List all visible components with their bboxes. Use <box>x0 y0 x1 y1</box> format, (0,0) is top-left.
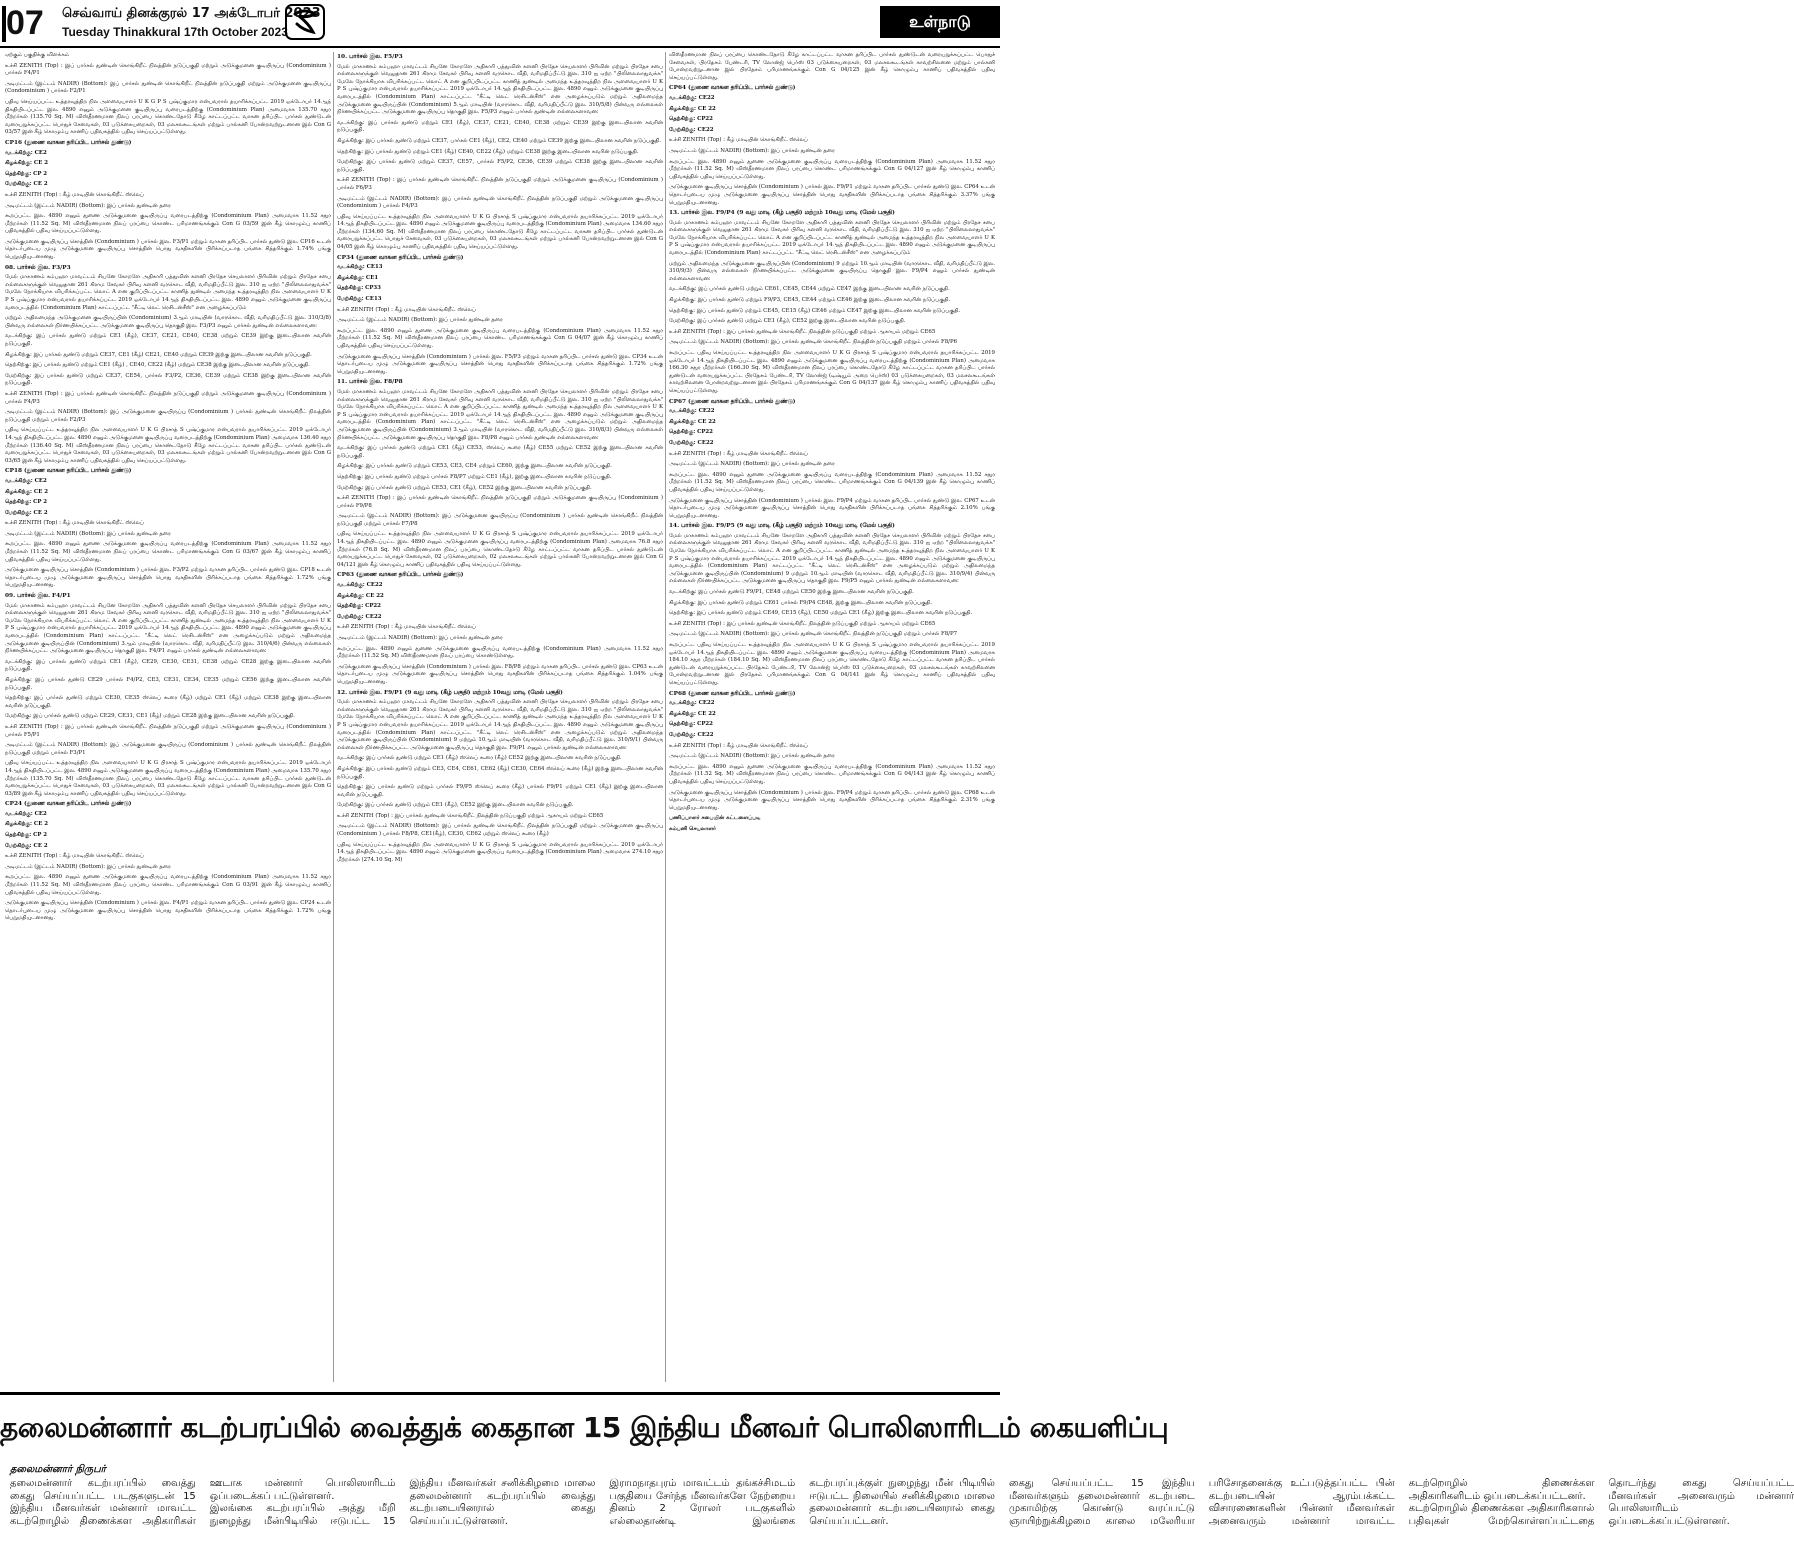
notice-paragraph: கூறப்பட்ட இல. 4890 எனும் துணை அடுக்குமனை குடியிருப்பு வரைபடத்திற்கு (Condominium Plan) அமைவாக 11.52 சதுர மீற்றர்கள் (11.52 Sq. M) விஸ்தீரணமான நிலப் பரப்பை கொண்ட பரிமாணங்கக்கும் Con G 04/127 இன் கீழ் கொழும்பு காணிப் பதிவகத்தில் பதிவு செய்யப்பட்டுள்ளது. <box>669 158 995 180</box>
notice-paragraph: பதிவு செய்யப்பட்ட உத்தரவுத்திற நில அளவையாளர் U K G பிரசாத் S புஷ்ப்குமார என்பவரால் தயாரிக்கப்பட்ட 2019 ஒக்டோபர் 14ஆந் திகதியிடப்பட்ட இல. 4890 எனும் அடுக்குமனை குடியிருப்பு வரைபடத்திற்கு (Condominium Plan) அமைவாக 76.8 சதுர மீற்றர்கள் (76.8 Sq. M) விஸ்தீரணமான நிலப் பரப்பை கொண்டதோடு கீழே காட்டப்பட்ட வாகன தரிப்பிட பார்சல் துண்டுடன் வரையறுக்கப்பட்ட பொதுச் சேவைகள், 02 படுக்கையறைகள், 02 மலசலகூடங்கள் மற்றும் பால்கனி போன்றவற்றுடனான இல் Con G 04/121 இன் கீழ் கொழும்பு காணிப் பதிவகத்தில் பதிவு செய்யப்பட்டுள்ளது. <box>337 531 663 568</box>
notice-paragraph: அடிமட்டம் (இட்டம் NADIR) (Bottom): இப் பார்சல் துண்டின் தரை <box>669 461 835 468</box>
notice-paragraph: அடிமட்டம் (இட்டம் NADIR) (Bottom): இப் அடுக்குமனை குடியிருப்பு (Condominium ) பார்சல் துண்டின் கொங்கிறீட் நிலத்தின் நடுப்பகுதி மற்றும் பார்சல் F2/P3 <box>5 409 331 423</box>
section-rule <box>0 1392 1000 1395</box>
notice-paragraph: உச்சி ZENITH (Top) : இப் பார்சல் துண்டின் கொங்கிறீட் நிலத்தின் நடுப்பகுதி மற்றும் ஆகாயம் மற்றும் CE65 <box>669 620 936 627</box>
notice-paragraph: அடிமட்டம் (இட்டம் NADIR) (Bottom): இப் பார்சல் துண்டின் தரை <box>337 635 503 641</box>
notice-paragraph: அடிமட்டம் (இட்டம் NADIR) (Bottom): இப் பார்சல் துண்டின் தரை <box>669 753 835 760</box>
notice-paragraph: மற்றும் அதிலமைந்த அடுக்குமனை குடியிருப்பின் (Condominium) 3ஆம் மாடியின் (வாரகொட வீதி, வரிமதிப்பீட்டு இல. 310/3/8) பின்வரு எல்லைகள் நிர்ணயிக்கப்பட்ட அடுக்குமனை குடியிருப்பு தொகுதி இல. F3/P3 எனும் பார்சல் துண்டின் எல்லைகளாவன: <box>5 315 331 329</box>
notice-paragraph: அடிமட்டம் (இட்டம் NADIR) (Bottom): இப் பார்சல் துண்டின் தரை <box>337 317 503 324</box>
news-story <box>10 1478 1794 1540</box>
notice-paragraph: அடிமட்டம் (இட்டம் NADIR) (Bottom): இப் பார்சல் துண்டின் கொங்கிறீட் நிலத்தின் நடுப்பகுதி மற்றும் அடுக்குமனை குடியிருப்பு (Condominium ) பார்சல் F4/P3 <box>337 195 663 210</box>
notice-paragraph: அடிமட்டம் (இட்டம் NADIR) (Bottom): இப் பார்சல் துண்டின் கொங்கிறீட் நிலத்தின் நடுப்பகுதி மற்றும் அடுக்குமனை குடியிருப்பு (Condominium ) பார்சல் F8/P8, CE1(கீழ்), CE30, CE62 மற்றும் ஸ்லெப் கூரை (கீழ்) <box>337 823 663 838</box>
news-headline: தலைமன்னார் கடற்பரப்பில் வைத்துக் கைதான 15 இந்திய மீனவர் பொலிஸாரிடம் கையளிப்பு <box>0 1411 1169 1444</box>
notice-paragraph: பதிவு செய்யப்பட்ட உத்தரவுத்திற நில அளவையாளர் U K G பிரசாத் S புஷ்ப்குமார என்பவரால் தயாரிக்கப்பட்ட 2019 ஒக்டோபர் 14ஆந் திகதியிடப்பட்ட இல. 4890 எனும் அடுக்குமனை குடியிருப்பு வரைபடத்திற்கு (Condominium Plan) அமைவாக 274.10 சதுர மீற்றர்கள் (274.10 Sq. M) <box>337 841 663 863</box>
notice-paragraph: மேற்கிற்கு: CE22 <box>669 731 714 738</box>
notice-paragraph: கிழக்கிற்கு: CE 2 <box>5 160 48 167</box>
notice-paragraph: அடிமட்டம் (இட்டம் NADIR) (Bottom): இப் பார்சல் துண்டின் கொங்கிறீட் நிலத்தின் நடுப்பகுதி மற்றும் அடுக்குமனை குடியிருப்பு (Condominium ) பார்சல் F2/P1 <box>5 80 331 95</box>
notice-paragraph: வடக்கிற்கு: CE2 <box>5 810 47 817</box>
notice-paragraph: மேற்கிற்கு: CE13 <box>337 296 382 303</box>
notice-paragraph: தெற்கிற்கு: CP22 <box>669 721 713 728</box>
page-number: 07 <box>6 4 44 42</box>
notice-paragraph: கிழக்கிற்கு: இப் பார்சல் துண்டு மற்றும் CE37, பார்சல் CE1 (கீழ்), CE2, CE40 மற்றும் CE39 இற்கு இடையிலான சுவரின் நடுப்பகுதி. <box>337 137 661 144</box>
notice-paragraph: தெற்கிற்கு: இப் பார்சல் துண்டு மற்றும் CE30, CE35 ஸ்லெப் கூரை (கீழ்) மற்றும் CE1 (கீழ்) மற்றும் CE38 இற்கு இடையிலான சுவரின் நடுப்பகுதி. <box>5 695 331 709</box>
notice-paragraph: மேற்கிற்கு: CE22 <box>337 613 382 620</box>
notice-paragraph: அடிமட்டம் (இட்டம் NADIR) (Bottom): இப் பார்சல் துண்டின் தரை <box>669 147 835 154</box>
notice-paragraph: கூறப்பட்ட இல. 4890 எனும் துணை அடுக்குமனை குடியிருப்பு வரைபடத்திற்கு (Condominium Plan) அமைவாக 11.52 சதுர மீற்றர்கள் (11.52 Sq. M) விஸ்தீரணமான நிலப் பரப்பை கொண்டுள்ளது. <box>337 645 663 660</box>
notice-paragraph: வடக்கிற்கு: CE22 <box>669 700 715 707</box>
notice-paragraph: கிழக்கிற்கு: CE 22 <box>669 105 716 112</box>
notice-paragraph: மேற்கிற்கு: இப் பார்சல் துண்டு மற்றும் CE1 (கீழ்), CE52 இற்கு இடையிலான சுவரின் நடுப்பகுதி. <box>337 802 574 809</box>
notice-paragraph: அடிமட்டம் (இட்டம் NADIR) (Bottom): இப் பார்சல் துண்டின் தரை <box>5 863 171 870</box>
notice-paragraph: வடக்கிற்கு: CE2 <box>5 149 47 156</box>
notice-paragraph: பதிவு செய்யப்பட்ட உத்தரவுத்திற நில அளவையாளர் U K G பிரசாத் S புஷ்ப்குமார என்பவரால் தயாரிக்கப்பட்ட 2019 ஒக்டோபர் 14ஆந் திகதியிடப்பட்ட இல. 4890 எனும் அடுக்குமனை குடியிருப்பு வரைபடத்திற்கு (Condominium Plan) அமைவாக 134.60 சதுர மீற்றர்கள் (134.60 Sq. M) விஸ்தீரணமான நிலப் பரப்பை கொண்டதோடு கீழே காட்டப்பட்ட வாகன தரிப்பிட பார்சல் துண்டுடன் வரையறுக்கப்பட்ட பொதுச் சேவைகள், 03 படுக்கையறைகள், 03 மலசலகூடங்கள் மற்றும் பால்கனி போன்றவற்றுடனான இல் Con G 04/05 இன் கீழ் கொழும்பு காணிப் பதிவகத்தில் பதிவு செய்யப்பட்டுள்ளது. <box>337 213 663 251</box>
notice-heading: CP18 (துணை வாகன தரிப்பிட பார்சல் துண்டு) <box>5 468 132 475</box>
notice-paragraph: அடிமட்டம் (இட்டம் NADIR) (Bottom): இப் அடுக்குமனை குடியிருப்பு (Condominium ) பார்சல் துண்டின் கொங்கிறீட் நிலத்தின் நடுப்பகுதி மற்றும் பார்சல் F3/P1 <box>5 742 331 756</box>
notice-paragraph: கூறப்பட்ட இல. 4890 எனும் துணை அடுக்குமனை குடியிருப்பு வரைபடத்திற்கு (Condominium Plan) அமைவாக 11.52 சதுர மீற்றர்கள் (11.52 Sq. M) விஸ்தீரணமான நிலப் பரப்பை கொண்ட பரிமாணங்கக்கும் Con G 03/59 இன் கீழ் கொழும்பு காணிப் பதிவகத்தில் பதிவு செய்யப்பட்டுள்ளது. <box>5 213 331 235</box>
notice-paragraph: கிழக்கிற்கு: இப் பார்சல் துண்டு மற்றும் CE53, CE3, CE4 மற்றும் CE60, இற்கு இடையிலான சுவரின் நடுப்பகுதி. <box>337 463 612 470</box>
notice-paragraph: உச்சி ZENITH (Top) : இப் பார்சல் துண்டின் கொங்கிறீட் நிலத்தின் நடுப்பகுதி மற்றும் அடுக்குமனை குடியிருப்பு (Condominium ) பார்சல் F4/P3 <box>5 390 331 405</box>
notice-paragraph: அடுக்குமனை குடியிருப்பு சொத்தின் (Condominium ) பார்சல் இல. F3/P2 மற்றும் வாகன தரிப்பிட பார்சல் துண்டு இல. CP18 உடன் தொடர்புடைய முழு அடுக்குமனை குடியிருப்பு சொத்தின் பொது வசதிகளின் பிரிக்கப்படாத பங்கை சித்தரிக்கும் 1.72% பங்கு பெறுமதியுடனானது. <box>5 567 331 589</box>
column-divider <box>665 52 666 1382</box>
notice-paragraph: தெற்கிற்கு: CP 2 <box>5 170 48 177</box>
notice-paragraph: அடுக்குமனை குடியிருப்பு சொத்தின் (Condominium ) பார்சல் இல. F9/P4 மற்றும் வாகன தரிப்பிட பார்சல் துண்டு இல. CP68 உடன் தொடர்புடைய முழு அடுக்குமனை குடியிருப்பு சொத்தின் பொது வசதிகளின் பிரிக்கப்படாத பங்கை சித்தரிக்கும் 2.31% பங்கு பெறுமதியுடனானது. <box>669 789 995 811</box>
notice-paragraph: தெற்கிற்கு: CP33 <box>337 285 381 292</box>
notice-paragraph: கிழக்கிற்கு: CE 22 <box>669 710 716 717</box>
notice-paragraph: அடுக்குமனை குடியிருப்பு சொத்தின் (Condominium ) பார்சல் இல. F3/P1 மற்றும் வாகன தரிப்பிட பார்சல் துண்டு இல. CP16 உடன் தொடர்புடைய முழு அடுக்குமனை குடியிருப்பு சொத்தின் பொது வசதிகளின் பிரிக்கப்படாத பங்கை சித்தரிக்கும் 1.74% பங்கு பெறுமதியுடனானது. <box>5 238 331 261</box>
story-paragraph: கடற்றொழில் திணைக்கள அதிகாரிகளால் பதிவுகள் மேற்கொள்ளப்பட்டதை தொடர்ந்து கைது செய்யப்பட்ட மீனவர்கள் அனைவரும் மன்னார் பொலிஸாரிடம் ஒப்படைக்கப்பட்டுள்ளனர். <box>1408 1478 1794 1527</box>
header-date-tamil: செவ்வாய் தினக்குரல் 17 அக்டோபர் 2023 <box>62 6 321 21</box>
notice-paragraph: தெற்கிற்கு: CP 2 <box>5 499 48 506</box>
notice-paragraph: தெற்கிற்கு: CP 2 <box>5 832 48 839</box>
section-label: உள்நாடு <box>880 6 1000 38</box>
header-date-english: Tuesday Thinakkural 17th October 2023 <box>62 25 288 39</box>
notice-paragraph: மேல் மாகாணம் கம்பஹா மாவட்டம் சியனே கோறளே அதிகாரி பத்துவின் களனி பிரதேச செயலாளர் பிரிவின் மற்றும் பிரதேச சபை எல்லைகளுக்குள் வெலுதான 261 கிராம சேவகர் பிரிவு களனி வரகொட வீதி, வரிமதிப்பீட்டு இல. 310 ஐ ஏற்ற "பிலிலைலாதுவக்க" மேலே நோக்கியாக விபரிக்கப்பட்ட லொட் A என குறிப்பிடப்பட்ட காணித் துண்டில் அமைந்த உத்தரவுத்திற நில அளவையாளர் U K P S புஷ்ப்குமார என்பவரால் தயாரிக்கப்பட்ட 2019 ஒக்டோபர் 14ஆந் திகதியிடப்பட்ட இல. 4890 எனும் அடுக்குமனை குடியிருப்பு வரைபடத்தில் (Condominium Plan) காட்டப்பட்ட "சீட்டி லெட் ரெசிடன்சீஸ்" என அழைக்கப்படும் <box>669 219 995 257</box>
notice-paragraph: அடுக்குமனை குடியிருப்பு சொத்தின் (Condominium ) பார்சல் இல. F4/P1 மற்றும் வாகன தரிப்பிட பார்சல் துண்டு இல. CP24 உடன் தொடர்புடைய முழு அடுக்குமனை குடியிருப்பு சொத்தின் பொது வசதிகளின் பிரிக்கப்படாத பங்கை சித்தரிக்கும் 1.72% பங்கு பெறுமதியுடனானது. <box>5 900 331 922</box>
notice-heading: 09. பார்சல் இல. F4/P1 <box>5 593 71 600</box>
notice-paragraph: அடிமட்டம் (இட்டம் NADIR) (Bottom): இப் அடுக்குமனை குடியிருப்பு (Condominium ) பார்சல் துண்டின் கொங்கிறீட் நிலத்தின் நடுப்பகுதி மற்றும் பார்சல் F7/P8 <box>337 513 663 527</box>
notice-paragraph: மேல் மாகாணம் கம்பஹா மாவட்டம் சியனே கோறளே அதிகாரி பத்துவின் களனி பிரதேச செயலாளர் பிரிவின் மற்றும் பிரதேச சபை எல்லைகளுக்குள் வெலுதான 261 கிராம சேவகர் பிரிவு களனி வரகொட வீதி, வரிமதிப்பீட்டு இல. 310 ஐ ஏற்ற "பிலிலைலாதுவக்க" மேலே நோக்கியாக விபரிக்கப்பட்ட லொட் A என குறிப்பிடப்பட்ட காணித் துண்டில் அமைந்த உத்தரவுத்திற நில அளவையாளர் U K P S புஷ்ப்குமார என்பவரால் தயாரிக்கப்பட்ட 2019 ஒக்டோபர் 14ஆந் திகதியிடப்பட்ட இல. 4890 எனும் அடுக்குமனை குடியிருப்பு வரைபடத்தில் (Condominium Plan) காட்டப்பட்ட "சீட்டி லெட் ரெசிடன்சீஸ்" என அழைக்கப்படும் மற்றும் அதிலமைந்த அடுக்குமனை குடியிருப்பின் (Condominium) 3ஆம் மாடியின் (வாரகொட வீதி, வரிமதிப்பீட்டு இல. 310/8/3) பின்வரு எல்லைகள் நிர்ணயிக்கப்பட்ட அடுக்குமனை குடியிருப்பு தொகுதி இல. F8/P8 எனும் பார்சல் துண்டின் எல்லைகளாவன: <box>337 388 663 441</box>
notice-paragraph: கிழக்கிற்கு: இப் பார்சல் துண்டு மற்றும் CE61 பார்சல் F9/P4 CE48, இற்கு இடையிலான சுவரின் நடுப்பகுதி. <box>669 599 933 606</box>
notice-paragraph: தெற்கிற்கு: இப் பார்சல் துண்டு மற்றும் CE1 (கீழ்) , CE40, CE22 (கீழ்) மற்றும் CE38 இற்கு இடையிலான சுவரின் நடுப்பகுதி. <box>5 362 310 369</box>
notice-paragraph: உச்சி ZENITH (Top) : கீழ் மாடியின் கொங்கிறீட் ஸ்லெப் <box>669 742 808 749</box>
notice-paragraph: கிழக்கிற்கு: CE 22 <box>337 592 384 599</box>
notice-heading: CP67 (துணை வாகன தரிப்பிட பார்சல் துண்டு) <box>669 398 796 405</box>
notice-paragraph: தெற்கிற்கு: CP22 <box>337 603 381 610</box>
notice-paragraph: அடுக்குமனை குடியிருப்பு சொத்தின் (Condominium ) பார்சல் இல. F9/P1 மற்றும் வாகன தரிப்பிட பார்சல் துண்டு இல. CP64 உடன் தொடர்புடைய முழு அடுக்குமனை குடியிருப்பு சொத்தின் பொது வசதிகளின் பிரிக்கப்படாத பங்கை சித்தரிக்கும் 3.37% பங்கு பெறுமதியுடனானது. <box>669 184 995 206</box>
notice-paragraph: கூறப்பட்ட இல. 4890 எனும் துணை அடுக்குமனை குடியிருப்பு வரைபடத்திற்கு (Condominium Plan) அமைவாக 11.52 சதுர மீற்றர்கள் (11.52 Sq. M) விஸ்தீரணமான நிலப் பரப்பை கொண்ட பரிமாணங்கக்கும் Con G 04/139 இன் கீழ் கொழும்பு காணிப் பதிவகத்தில் பதிவு செய்யப்பட்டுள்ளது. <box>669 471 995 493</box>
notice-paragraph: விஸ்தீரணமான நிலப் பரப்பை கொண்டதோடு கீழே காட்டப்பட்ட வாகன தரிப்பிட பார்சல் துண்டுடன் வரையறுக்கப்பட்ட பொதுச் சேவைகள், பிரதேசம் பேண்டரி, TV லோன்ஜ் பெர்ஸ் 03 படுக்கையறைகள், 03 மலசலகூடங்கள் காவற்சிலனை மற்றும் பால்கனி போன்றவற்றுடனான இல் பிரதேசம் பரிமாணங்கக்கும் Con G 04/125 இன் கீழ் கொழும்பு காணிப் பதிவகத்தில் பதிவு செய்யப்பட்டுள்ளது. <box>669 52 995 81</box>
notice-paragraph: கூறப்பட்ட பதிவு செய்யப்பட்ட உத்தரவுத்திற நில அளவையாளர் U K G பிரசாத் S புஷ்ப்குமார என்பவரால் தயாரிக்கப்பட்ட 2019 ஒக்டோபர் 14ஆந் திகதியிடப்பட்ட இல. 4890 எனும் அடுக்குமனை குடியிருப்பு வரைபடத்திற்கு (Condominium Plan) அமைவாக 184.10 சதுர மீற்றர்கள் (184.10 Sq. M) விஸ்தீரணமான நிலப் பரப்பை கொண்டதோடு கீழே காட்டப்பட்ட வாகன தரிப்பிட பார்சல் துண்டுடன் வரையறுக்கப்பட்ட பிரதேசம் பேண்டரி, TV லோன்ஜ் பெர்ஸ் 03 படுக்கையறைகள், 03 மலசலகூடங்கள் காவற்சிலனை போன்றவற்றுடனான இல் பிரதேசம் பரிமாணங்கக்கும் Con G 04/141 இன் கீழ் கொழும்பு காணிப் பதிவகத்தில் பதிவு செய்யப்பட்டுள்ளது. <box>669 642 995 686</box>
notice-paragraph: வடக்கிற்கு: இப் பார்சல் துண்டு மற்றும் CE1 (கீழ்), CE37, CE21, CE40, CE38 மற்றும் CE39 இற்கு இடையிலான சுவரின் நடுப்பகுதி. <box>337 119 663 134</box>
notice-paragraph: மேற்கிற்கு: CE 2 <box>5 509 48 516</box>
notice-paragraph: மேற்கிற்கு: இப் பார்சல் துண்டு மற்றும் CE37, CE54, பார்சல் F3/P2, CE36, CE39 மற்றும் CE38 இற்கு இடையிலான சுவரின் நடுப்பகுதி. <box>5 372 331 387</box>
notice-column-2 <box>337 52 663 1382</box>
notice-paragraph: மேற்கிற்கு: CE 2 <box>5 842 48 849</box>
notice-paragraph: உச்சி ZENITH (Top) : இப் பார்சல் துண்டின் கொங்கிறீட் நிலத்தின் நடுப்பகுதி மற்றும் ஆகாயம் மற்றும் CE65 <box>337 812 604 819</box>
story-paragraph: இலங்கை கடற்பரப்பில் அத்து மீறி நுழைந்து மீன்பிடியில் ஈடுபட்ட 15 இந்திய மீனவர்கள் சனிக்கிழமை மாலை தலைமன்னார் கடற்பரப்பில் வைத்து கடற்படையினரால் கைது செய்யப்பட்டுள்ளனர். <box>209 1478 596 1527</box>
story-paragraph: இராமநாதபுரம் மாவட்டம் தங்கச்சிமடம் பகுதியை சேர்ந்த மீனவர்களே நேற்றைய தினம் 2 ரோலர் படகுகளில் எல்லைதாண்டி இலங்கை கடற்பரப்புக்குள் நுழைந்து மீன் பிடியில் ஈடுபட்ட நிலையில் சனிக்கிழமை மாலை தலைமன்னார் கடற்படையினரால் கைது செய்யப்பட்டனர். <box>609 1478 995 1527</box>
notice-paragraph: உச்சி ZENITH (Top) : இப் பார்சல் துண்டின் கொங்கிறீட் நிலத்தின் நடுப்பகுதி மற்றும் அடுக்குமனை குடியிருப்பு (Condominium ) பார்சல் F6/P3 <box>337 177 663 191</box>
notice-paragraph: கூறப்பட்ட இல. 4890 எனும் துணை அடுக்குமனை குடியிருப்பு வரைபடத்திற்கு (Condominium Plan) அமைவாக 11.52 சதுர மீற்றர்கள் (11.52 Sq. M) விஸ்தீரணமான நிலப் பரப்பை கொண்ட பரிமாணங்கக்கும் Con G 03/91 இன் கீழ் கொழும்பு காணிப் பதிவகத்தில் பதிவு செய்யப்பட்டுள்ளது. <box>5 874 331 896</box>
notice-paragraph: பதிவு செய்யப்பட்ட உத்தரவுத்திற நில அளவையாளர் U K G பிரசாத் S புஷ்ப்குமார என்பவரால் தயாரிக்கப்பட்ட 2019 ஒக்டோபர் 14ஆந் திகதியிடப்பட்ட இல. 4890 எனும் அடுக்குமனை குடியிருப்பு வரைபடத்திற்கு (Condominium Plan) அமைவாக 135.70 சதுர மீற்றர்கள் (135.70 Sq. M) விஸ்தீரணமான நிலப் பரப்பை கொண்டதோடு கீழே காட்டப்பட்ட வாகன தரிப்பிட பார்சல் துண்டுடன் வரையறுக்கப்பட்ட பொதுச் சேவைகள், 03 படுக்கையறைகள், 03 மலசலகூடங்கள் மற்றும் பால்கனி போன்றவற்றுடனான இல் Con G 03/89 இன் கீழ் கொழும்பு காணிப் பதிவகத்தில் பதிவு செய்யப்பட்டுள்ளது. <box>5 760 331 797</box>
notice-paragraph: அடிமட்டம் (இட்டம் NADIR) (Bottom): இப் பார்சல் துண்டின் கொங்கிறீட் நிலத்தின் நடுப்பகுதி மற்றும் பார்சல் F8/P6 <box>669 339 958 346</box>
notice-paragraph: மேற்கிற்கு: இப் பார்சல் துண்டு மற்றும் CE1 (கீழ்), CE52 இற்கு இடையிலான சுவரின் நடுப்பகுதி. <box>669 318 906 325</box>
notice-heading: CP24 (துணை வாகன தரிப்பிட பார்சல் துண்டு) <box>5 801 132 808</box>
notice-paragraph: வடக்கிற்கு: இப் பார்சல் துண்டு மற்றும் CE1 (கீழ்), CE29, CE30, CE31, CE38 மற்றும் CE28 இற்கு இடையிலான சுவரின் நடுப்பகுதி. <box>5 658 331 673</box>
notice-heading: 11. பார்சல் இல. F8/P8 <box>337 379 403 386</box>
notice-paragraph: மேல் மாகாணம் கம்பஹா மாவட்டம் சியனே கோறளே அதிகாரி பத்துவின் களனி பிரதேச செயலாளர் பிரிவின் மற்றும் பிரதேச சபை எல்லைகளுக்குள் வெலுதான 261 கிராம சேவகர் பிரிவு களனி வரகொட வீதி, வரிமதிப்பீட்டு இல. 310 ஐ ஏற்ற "பிலிலைலாதுவக்க" மேலே நோக்கியாக விபரிக்கப்பட்ட லொட் A என குறிப்பிடப்பட்ட காணித் துண்டில் அமைந்த உத்தரவுத்திற நில அளவையாளர் U K P S புஷ்ப்குமார என்பவரால் தயாரிக்கப்பட்ட 2019 ஒக்டோபர் 14ஆந் திகதியிடப்பட்ட இல. 4890 எனும் அடுக்குமனை குடியிருப்பு வரைபடத்தில் (Condominium Plan) காட்டப்பட்ட "சீட்டி லெட் ரெசிடன்சீஸ்" என அழைக்கப்படும் மற்றும் அதிலமைந்த அடுக்குமனை குடியிருப்பின் (Condominium) 9 மற்றும் 10ஆம் மாடியின் (வாரகொட வீதி, வரிமதிப்பீட்டு இல. 310/9/4) பின்வரு எல்லைகள் நிர்ணயிக்கப்பட்ட அடுக்குமனை குடியிருப்பு தொகுதி இல. F9/P5 எனும் பார்சல் துண்டின் எல்லைகளாவன: <box>669 532 995 585</box>
notice-paragraph: கிழக்கிற்கு: இப் பார்சல் துண்டு மற்றும் CE3, CE4, CE61, CE62 (கீழ்) CE30, CE64 ஸ்லெப் கூரை (கீழ்) இற்கு இடையிலான சுவரின் நடுப்பகுதி. <box>337 765 663 780</box>
notice-paragraph: வடக்கிற்கு: இப் பார்சல் துண்டு F9/P1, CE48 மற்றும் CE50 இற்கு இடையிலான சுவரின் நடுப்பகுதி. <box>669 589 914 596</box>
notice-paragraph: ஏற்கும் பகுதிக்கு விளக்கம் <box>5 52 70 58</box>
notice-paragraph: வடக்கிற்கு: இப் பார்சல் துண்டு மற்றும் CE1 (கீழ்) CE53, ஸ்லெப் கூரை (கீழ்) CE55 மற்றும் CE52 இற்கு இடையிலான சுவரின் நடுப்பகுதி. <box>337 445 663 459</box>
notice-paragraph: பணிப்பாளர் சபையின் கட்டளைப்படி <box>669 815 761 822</box>
notice-paragraph: கிழக்கிற்கு: CE 22 <box>669 418 716 425</box>
notice-paragraph: உச்சி ZENITH (Top) : கீழ் மாடியின் கொங்கிறீட் ஸ்லெப் <box>337 624 476 631</box>
notice-column-1 <box>5 52 331 1382</box>
notice-paragraph: உச்சி ZENITH (Top) : கீழ் மாடியின் கொங்கிறீட் ஸ்லெப் <box>5 853 144 860</box>
notice-paragraph: கூறப்பட்ட பதிவு செய்யப்பட்ட உத்தரவுத்திற நில அளவையாளர் U K G பிரசாத் S புஷ்ப்குமார என்பவரால் தயாரிக்கப்பட்ட 2019 ஒக்டோபர் 14ஆந் திகதியிடப்பட்ட இல. 4890 எனும் அடுக்குமனை குடியிருப்பு வரைபடத்திற்கு (Condominium Plan) அமைவாக 166.30 சதுர மீற்றர்கள் (166.30 Sq. M) விஸ்தீரணமான நிலப் பரப்பை கொண்டதோடு கீழே காட்டப்பட்ட வாகன தரிப்பிட பார்சல் துண்டுடன் வரையறுக்கப்பட்ட பிரதேசம் பேண்டரி, TV லோன்ஜ் (டிஷ்யூம் அறை பெர்ஸ்) 03 படுக்கையறைகள், 03 மலசலகூடங்கள் காவற்சிலனை போன்றவற்றுடனான இல் பிரதேசம் பரிமாணங்கக்கும் Con G 04/137 இன் கீழ் கொழும்பு காணிப் பதிவகத்தில் பதிவு செய்யப்பட்டுள்ளது. <box>669 350 995 394</box>
notice-paragraph: கம்பனி செயலாளர் <box>669 825 716 832</box>
notice-paragraph: அடுக்குமனை குடியிருப்பு சொத்தின் (Condominium ) பார்சல் இல. F8/P8 மற்றும் வாகன தரிப்பிட பார்சல் துண்டு இல. CP63 உடன் தொடர்புடைய முழு அடுக்குமனை குடியிருப்பு சொத்தின் பொது வசதிகளின் பிரிக்கப்படாத பங்கை சித்தரிக்கும் 1.04% பங்கு பெறுமதியுடனானது. <box>337 663 663 685</box>
notice-paragraph: அடிமட்டம் (இட்டம் NADIR) (Bottom): இப் பார்சல் துண்டின் தரை <box>5 530 171 537</box>
notice-paragraph: கிழக்கிற்கு: இப் பார்சல் துண்டு மற்றும் F9/P3, CE45, CE44 மற்றும் CE46 இற்கு இடையிலான சுவரின் நடுப்பகுதி. <box>669 297 951 304</box>
notice-paragraph: கூறப்பட்ட இல. 4890 எனும் துணை அடுக்குமனை குடியிருப்பு வரைபடத்திற்கு (Condominium Plan) அமைவாக 11.52 சதுர மீற்றர்கள் (11.52 Sq. M) விஸ்தீரணமான நிலப் பரப்பை கொண்ட பரிமாணங்கக்கும் Con G 04/07 இன் கீழ் கொழும்பு காணிப் பதிவகத்தில் பதிவு செய்யப்பட்டுள்ளது. <box>337 327 663 349</box>
notice-paragraph: உச்சி ZENITH (Top) : கீழ் மாடியின் கொங்கிறீட் ஸ்லெப் <box>669 137 808 144</box>
notice-paragraph: கூறப்பட்ட இல. 4890 எனும் துணை அடுக்குமனை குடியிருப்பு வரைபடத்திற்கு (Condominium Plan) அமைவாக 11.52 சதுர மீற்றர்கள் (11.52 Sq. M) விஸ்தீரணமான நிலப் பரப்பை கொண்ட பரிமாணங்கக்கும் Con G 04/143 இன் கீழ் கொழும்பு காணிப் பதிவகத்தில் பதிவு செய்யப்பட்டுள்ளது. <box>669 763 995 785</box>
notice-paragraph: கிழக்கிற்கு: CE 2 <box>5 488 48 495</box>
notice-paragraph: மேற்கிற்கு: இப் பார்சல் துண்டு மற்றும் CE37, CE57, பார்சல் F5/P2, CE36, CE39 மற்றும் CE38 இற்கு இடையிலான சுவரின் நடுப்பகுதி. <box>337 159 663 173</box>
notice-paragraph: அடிமட்டம் (இட்டம் NADIR) (Bottom): இப் பார்சல் துண்டின் தரை <box>5 202 171 209</box>
notice-paragraph: உச்சி ZENITH (Top) : இப் பார்சல் துண்டின் கொங்கிறீட் நிலத்தின் நடுப்பகுதி மற்றும் அடுக்குமனை குடியிருப்பு (Condominium ) பார்சல் F9/P8 <box>337 495 663 509</box>
notice-paragraph: உச்சி ZENITH (Top) : இப் பார்சல் துண்டின் கொங்கிறீட் நிலத்தின் நடுப்பகுதி மற்றும் அடுக்குமனை குடியிருப்பு (Condominium ) பார்சல் F5/P1 <box>5 723 331 738</box>
notice-paragraph: தெற்கிற்கு: CP22 <box>669 116 713 123</box>
newspaper-logo-icon <box>285 4 325 40</box>
notice-paragraph: தெற்கிற்கு: இப் பார்சல் துண்டு மற்றும் CE1 (கீழ்) CE40, CE22 (கீழ்) மற்றும் CE38 இற்கு இடையிலான சுவரின் நடுப்பகுதி. <box>337 148 639 155</box>
notice-paragraph: உச்சி ZENITH (Top) : இப் பார்சல் துண்டின் கொங்கிறீட் நிலத்தின் நடுப்பகுதி மற்றும் ஆகாயம் மற்றும் CE65 <box>669 328 936 335</box>
column-divider <box>333 52 334 1382</box>
notice-paragraph: அடுக்குமனை குடியிருப்பு சொத்தின் (Condominium ) பார்சல் இல. F9/P4 மற்றும் வாகன தரிப்பிட பார்சல் துண்டு இல. CP67 உடன் தொடர்புடைய முழு அடுக்குமனை குடியிருப்பு சொத்தின் பொது வசதிகளின் பிரிக்கப்படாத பங்கை சித்தரிக்கும் 2.10% பங்கு பெறுமதியுடனானது. <box>669 497 995 519</box>
notice-paragraph: அடிமட்டம் (இட்டம் NADIR) (Bottom): இப் பார்சல் துண்டின் கொங்கிறீட் நிலத்தின் நடுப்பகுதி மற்றும் பார்சல் F8/P7 <box>669 631 958 638</box>
notice-paragraph: உச்சி ZENITH (Top) : கீழ் மாடியின் கொங்கிறீட் ஸ்லெப் <box>5 191 144 198</box>
notice-paragraph: மேற்கிற்கு: CE 2 <box>5 181 48 188</box>
notice-paragraph: மேல் மாகாணம் கம்பஹா மாவட்டம் சியனே கோறளே அதிகாரி பத்துவின் களனி பிரதேச செயலாளர் பிரிவின் மற்றும் பிரதேச சபை எல்லைகளுக்குள் வெலுதான 261 கிராம சேவகர் பிரிவு களனி வரகொட வீதி, வரிமதிப்பீட்டு இல. 310 ஐ ஏற்ற "பிலிலைலாதுவக்க" மேலே நோக்கியாக விபரிக்கப்பட்ட லொட் A என குறிப்பிடப்பட்ட காணித் துண்டில் அமைந்த உத்தரவுத்திற நில அளவையாளர் U K P S புஷ்ப்குமார என்பவரால் தயாரிக்கப்பட்ட 2019 ஒக்டோபர் 14ஆந் திகதியிடப்பட்ட இல. 4890 எனும் அடுக்குமனை குடியிருப்பு வரைபடத்தில் (Condominium Plan) காட்டப்பட்ட "சீட்டி லெட் ரெசிடன்சீஸ்" என அழைக்கப்படும் மற்றும் அதிலமைந்த அடுக்குமனை குடியிருப்பின் (Condominium) 9 மற்றும் 10ஆம் மாடியின் (வாரகொட வீதி, வரிமதிப்பீட்டு இல. 310/9/1) பின்வரு எல்லைகள் நிர்ணயிக்கப்பட்ட அடுக்குமனை குடியிருப்பு தொகுதி இல. F9/P1 எனும் பார்சல் துண்டின் எல்லைகளாவன: <box>337 699 663 751</box>
notice-heading: 08. பார்சல் இல. F3/P3 <box>5 264 71 271</box>
notice-paragraph: மேல் மாகாணம் கம்பஹா மாவட்டம் சியனே கோறளே அதிகாரி பத்துவின் களனி பிரதேச செயலாளர் பிரிவின் மற்றும் பிரதேச சபை எல்லைகளுக்குள் வெலுதான 261 கிராம சேவகர் பிரிவு களனி வரகொட வீதி, வரிமதிப்பீட்டு இல. 310 ஐ ஏற்ற "பிலிலைலாதுவக்க" மேலே நோக்கியாக விபரிக்கப்பட்ட லொட் A என குறிப்பிடப்பட்ட காணித் துண்டில் அமைந்த உத்தரவுத்திற நில அளவையாளர் U K P S புஷ்ப்குமார என்பவரால் தயாரிக்கப்பட்ட 2019 ஒக்டோபர் 14ஆந் திகதியிடப்பட்ட இல. 4890 எனும் அடுக்குமனை குடியிருப்பு வரைபடத்தில் (Condominium Plan) காட்டப்பட்ட "சீட்டி லெட் ரெசிடன்சீஸ்" என அழைக்கப்படும் <box>5 274 331 311</box>
notice-paragraph: மேல் மாகாணம் கம்பஹா மாவட்டம் சியனே கோறளே அதிகாரி பத்துவின் களனி பிரதேச செயலாளர் பிரிவின் மற்றும் பிரதேச சபை எல்லைகளுக்குள் வெலுதான 261 கிராம சேவகர் பிரிவு களனி வரகொட வீதி, வரிமதிப்பீட்டு இல. 310 ஐ ஏற்ற "பிலிலைலாதுவக்க" மேலே நோக்கியாக விபரிக்கப்பட்ட லொட் A என குறிப்பிடப்பட்ட காணித் துண்டில் அமைந்த உத்தரவுத்திற நில அளவையாளர் U K P S புஷ்ப்குமார என்பவரால் தயாரிக்கப்பட்ட 2019 ஒக்டோபர் 14ஆந் திகதியிடப்பட்ட இல. 4890 எனும் அடுக்குமனை குடியிருப்பு வரைபடத்தில் (Condominium Plan) காட்டப்பட்ட "சீட்டி லெட் ரெசிடன்சீஸ்" என அழைக்கப்படும் மற்றும் அதிலமைந்த அடுக்குமனை குடியிருப்பின் (Condominium) 5ஆம் மாடியின் (வாரகொட வீதி, வரிமதிப்பீட்டு இல. 310/5/8) பின்வரு எல்லைகள் நிர்ணயிக்கப்பட்ட அடுக்குமனை குடியிருப்பு தொகுதி இல. F5/P3 எனும் பார்சல் துண்டின் எல்லைகளாவன: <box>337 63 663 116</box>
notice-heading: 10. பார்சல் இல. F5/P3 <box>337 54 403 60</box>
notice-heading: CP68 (துணை வாகன தரிப்பிட பார்சல் துண்டு) <box>669 690 796 697</box>
notice-paragraph: மேல் மாகாணம் கம்பஹா மாவட்டம் சியனே கோறளே அதிகாரி பத்துவின் களனி பிரதேச செயலாளர் பிரிவின் மற்றும் பிரதேச சபை எல்லைகளுக்குள் வெலுதான 261 கிராம சேவகர் பிரிவு களனி வரகொட வீதி, வரிமதிப்பீட்டு இல. 310 ஐ ஏற்ற "பிலிலைலாதுவக்க" மேலே நோக்கியாக விபரிக்கப்பட்ட லொட் A என குறிப்பிடப்பட்ட காணித் துண்டில் அமைந்த உத்தரவுத்திற நில அளவையாளர் U K P S புஷ்ப்குமார என்பவரால் தயாரிக்கப்பட்ட 2019 ஒக்டோபர் 14ஆந் திகதியிடப்பட்ட இல. 4890 எனும் அடுக்குமனை குடியிருப்பு வரைபடத்தில் (Condominium Plan) காட்டப்பட்ட "சீட்டி லெட் ரெசிடன்சீஸ்" என அழைக்கப்படும் மற்றும் அதிலமைந்த அடுக்குமனை குடியிருப்பின் (Condominium) 3ஆம் மாடியின் (வாரகொட வீதி, வரிமதிப்பீட்டு இல. 310/4/6) பின்வரு எல்லைகள் நிர்ணயிக்கப்பட்ட அடுக்குமனை குடியிருப்பு தொகுதி இல. F4/P1 எனும் பார்சல் துண்டின் எல்லைகளாவன: <box>5 602 331 655</box>
notice-column-3 <box>669 52 995 1382</box>
notice-paragraph: மேற்கிற்கு: இப் பார்சல் துண்டு மற்றும் CE29, CE31, CE1 (கீழ்) மற்றும் CE28 இற்கு இடையிலான சுவரின் நடுப்பகுதி. <box>5 713 295 720</box>
notice-heading: CP16 (துணை வாகன தரிப்பிட பார்சல் துண்டு) <box>5 139 132 146</box>
legal-notice <box>5 52 995 1382</box>
notice-paragraph: வடக்கிற்கு: CE22 <box>337 582 383 589</box>
notice-heading: CP64 (துணை வாகன தரிப்பிட பார்சல் துண்டு) <box>669 85 796 92</box>
news-byline: தலைமன்னார் நிருபர் <box>10 1464 106 1475</box>
notice-heading: 14. பார்சல் இல. F9/P5 (9 வது மாடி (கீழ் பகுதி) மற்றும் 10வது மாடி (மேல் பகுதி) <box>669 523 895 530</box>
notice-paragraph: பதிவு செய்யப்பட்ட உத்தரவுத்திற நில அளவையாளர் U K G P S புஷ்ப்குமார என்பவரால் தயாரிக்கப்பட்ட 2019 ஒக்டோபர் 14ஆந் திகதியிடப்பட்ட இல. 4890 எனும் அடுக்குமனை குடியிருப்பு வரைபடத்திற்கு (Condominium Plan) அமைவாக 135.70 சதுர மீற்றர்கள் (135.70 Sq. M) விஸ்தீரணமான நிலப் பரப்பை கொண்டதோடு கீழே காட்டப்பட்ட வாகன தரிப்பிட பார்சல் துண்டுடன் வரையறுக்கப்பட்ட பொதுச் சேவைகள், 03 படுக்கையறைகள், 03 மலசலகூடங்கள் மற்றும் பால்கனி போன்றவற்றுடனான இல் Con G 03/57 இன் கீழ் கொழும்பு காணிப் பதிவகத்தில் பதிவு செய்யப்பட்டுள்ளது. <box>5 98 331 136</box>
notice-paragraph: தெற்கிற்கு: இப் பார்சல் துண்டு மற்றும் பார்சல் F8/P7 மற்றும் CE1 (கீழ்), இற்கு இடையிலான சுவரின் நடுப்பகுதி. <box>337 473 612 480</box>
story-paragraph: கைது செய்யப்பட்ட 15 இந்திய மீனவர்களும் தலைமன்னார் கடற்படை முகாமிற்கு கொண்டு வரப்பட்டு ஞாயிற்றுக்கிழமை காலை மலேரியா பரிசோதனைக்கு உட்படுத்தப்பட்ட பின் கடற்படையின் ஆரம்பக்கட்ட விசாரணைகளின் பின்னர் மீனவர்கள் அனைவரும் மன்னார் மாவட்ட கடற்றொழில் திணைக்கள அதிகாரிகளிடம் ஒப்படைக்கப்பட்டனர். <box>1008 1478 1595 1527</box>
notice-paragraph: கிழக்கிற்கு: இப் பார்சல் துண்டு மற்றும் CE37, CE1 (கீழ்) CE21, CE40 மற்றும் CE39 இற்கு இடையிலான சுவரின் நடுப்பகுதி. <box>5 351 312 358</box>
notice-paragraph: உச்சி ZENITH (Top) : கீழ் மாடியின் கொங்கிறீட் ஸ்லெப் <box>5 520 144 527</box>
notice-paragraph: மேற்கிற்கு: இப் பார்சல் துண்டு மற்றும் CE53, CE1 (கீழ்), CE52 இற்கு இடையிலான சுவரின் நடுப்பகுதி. <box>337 484 592 491</box>
notice-paragraph: வடக்கிற்கு: இப் பார்சல் துண்டு மற்றும் CE1 (கீழ்) ஸ்லெப் கூரை (கீழ்) CE52 இற்கு இடையிலான சுவரின் நடுப்பகுதி. <box>337 755 622 762</box>
notice-paragraph: வடக்கிற்கு: CE22 <box>669 94 715 101</box>
story-paragraph: தலைமன்னார் கடற்பரப்பில் வைத்து கைது செய்யப்பட்ட படகுகளுடன் 15 இந்திய மீனவர்கள் மன்னார் மாவட்ட கடற்றொழில் திணைக்கள அதிகாரிகள் ஊடாக மன்னார் பொலிஸாரிடம் ஒப்படைக்கப் பட்டுள்ளனர். <box>10 1478 396 1527</box>
notice-heading: 12. பார்சல் இல. F9/P1 (9 வது மாடி (கீழ் பகுதி) மற்றும் 10வது மாடி (மேல் பகுதி) <box>337 689 563 696</box>
notice-paragraph: உச்சி ZENITH (Top) : இப் பார்சல் துண்டின் கொங்கிறீட் நிலத்தின் நடுப்பகுதி மற்றும் அடுக்குமனை குடியிருப்பு (Condominium ) பார்சல் F4/P1 <box>5 62 331 77</box>
notice-paragraph: தெற்கிற்கு: CP22 <box>669 429 713 436</box>
notice-heading: 13. பார்சல் இல. F9/P4 (9 வது மாடி (கீழ் பகுதி) மற்றும் 10வது மாடி (மேல் பகுதி) <box>669 210 895 217</box>
notice-heading: CP34 (துணை வாகன தரிப்பிட பார்சல் துண்டு) <box>337 254 464 261</box>
notice-paragraph: மற்றும் அதிலமைந்த அடுக்குமனை குடியிருப்பின் (Condominium) 9 மற்றும் 10ஆம் மாடியின் (வாரகொட வீதி, வரிமதிப்பீட்டு இல. 310/9/3) பின்வரு எல்லைகள் நிர்ணயிக்கப்பட்ட அடுக்குமனை குடியிருப்பு தொகுதி இல. F9/P4 எனும் பார்சல் துண்டின் எல்லைகளாவன: <box>669 260 995 282</box>
notice-paragraph: உச்சி ZENITH (Top) : கீழ் மாடியின் கொங்கிறீட் ஸ்லெப் <box>337 306 476 313</box>
notice-paragraph: கிழக்கிற்கு: CE1 <box>337 274 379 281</box>
notice-paragraph: கூறப்பட்ட இல. 4890 எனும் துணை அடுக்குமனை குடியிருப்பு வரைபடத்திற்கு (Condominium Plan) அமைவாக 11.52 சதுர மீற்றர்கள் (11.52 Sq. M) விஸ்தீரணமான நிலப் பரப்பை கொண்ட பரிமாணங்கக்கும் Con G 03/67 இன் கீழ் கொழும்பு காணிப் பதிவகத்தில் பதிவு செய்யப்பட்டுள்ளது. <box>5 541 331 563</box>
notice-paragraph: தெற்கிற்கு: இப் பார்சல் துண்டு மற்றும் CE45, CE15 (கீழ்) CE46 மற்றும் CE47 இற்கு இடையிலான சுவரின் நடுப்பகுதி. <box>669 307 961 314</box>
notice-paragraph: கிழக்கிற்கு: இப் பார்சல் துண்டு CE29 பார்சல் F4/P2, CE3, CE31, CE34, CE35 மற்றும் CE56 இற்கு இடையிலான சுவரின் நடுப்பகுதி. <box>5 676 331 691</box>
notice-paragraph: மேற்கிற்கு: CE22 <box>669 439 714 446</box>
notice-heading: CP63 (துணை வாகன தரிப்பிட பார்சல் துண்டு) <box>337 572 464 579</box>
notice-paragraph: தெற்கிற்கு: இப் பார்சல் துண்டு மற்றும் CE49, CE15 (கீழ்), CE50 மற்றும் CE1 (கீழ்) இற்கு இடையிலான சுவரின் நடுப்பகுதி. <box>669 610 973 617</box>
notice-paragraph: வடக்கிற்கு: CE22 <box>669 408 715 415</box>
notice-paragraph: வடக்கிற்கு: இப் பார்சல் துண்டு மற்றும் CE1 (கீழ்), CE37, CE21, CE40, CE38 மற்றும் CE39 இற்கு இடையிலான சுவரின் நடுப்பகுதி. <box>5 333 331 347</box>
notice-paragraph: தெற்கிற்கு: இப் பார்சல் துண்டு மற்றும் பார்சல் F9/P5 ஸ்லெப் கூரை (கீழ்) பார்சல் F9/P1 மற்றும் CE1 (கீழ்) இற்கு இடையிலான சுவரின் நடுப்பகுதி. <box>337 784 663 798</box>
page-header <box>0 0 1000 48</box>
notice-paragraph: உச்சி ZENITH (Top) : கீழ் மாடியின் கொங்கிறீட் ஸ்லெப் <box>669 450 808 457</box>
notice-paragraph: மேற்கிற்கு: CE22 <box>669 126 714 133</box>
notice-paragraph: பதிவு செய்யப்பட்ட உத்தரவுத்திற நில அளவையாளர் U K G பிரசாத் S புஷ்ப்குமார என்பவரால் தயாரிக்கப்பட்ட 2019 ஒக்டோபர் 14ஆந் திகதியிடப்பட்ட இல. 4890 எனும் அடுக்குமனை குடியிருப்பு வரைபடத்திற்கு (Condominium Plan) அமைவாக 136.40 சதுர மீற்றர்கள் (136.40 Sq. M) விஸ்தீரணமான நிலப் பரப்பை கொண்டதோடு கீழே காட்டப்பட்ட வாகன தரிப்பிட பார்சல் துண்டுடன் வரையறுக்கப்பட்ட பொதுச் சேவைகள், 03 படுக்கையறைகள், 03 மலசலகூடங்கள் மற்றும் பால்கனி போன்றவற்றுடனான இல் Con G 03/65 இன் கீழ் கொழும்பு காணிப் பதிவகத்தில் பதிவு செய்யப்பட்டுள்ளது. <box>5 427 331 464</box>
notice-paragraph: வடக்கிற்கு: இப் பார்சல் துண்டு மற்றும் CE61, CE45, CE44 மற்றும் CE47 இற்கு இடையிலான சுவரின் நடுப்பகுதி. <box>669 286 950 293</box>
notice-paragraph: அடுக்குமனை குடியிருப்பு சொத்தின் (Condominium ) பார்சல் இல. F5/P3 மற்றும் வாகன தரிப்பிட பார்சல் துண்டு இல. CP34 உடன் தொடர்புடைய முழு அடுக்குமனை குடியிருப்பு சொத்தின் பொது வசதிகளின் பிரிக்கப்படாத பங்கை சித்தரிக்கும் 1.72% பங்கு பெறுமதியுடனானது. <box>337 353 663 375</box>
notice-paragraph: வடக்கிற்கு: CE2 <box>5 477 47 484</box>
notice-paragraph: கிழக்கிற்கு: CE 2 <box>5 821 48 828</box>
notice-paragraph: வடக்கிற்கு: CE13 <box>337 264 383 271</box>
